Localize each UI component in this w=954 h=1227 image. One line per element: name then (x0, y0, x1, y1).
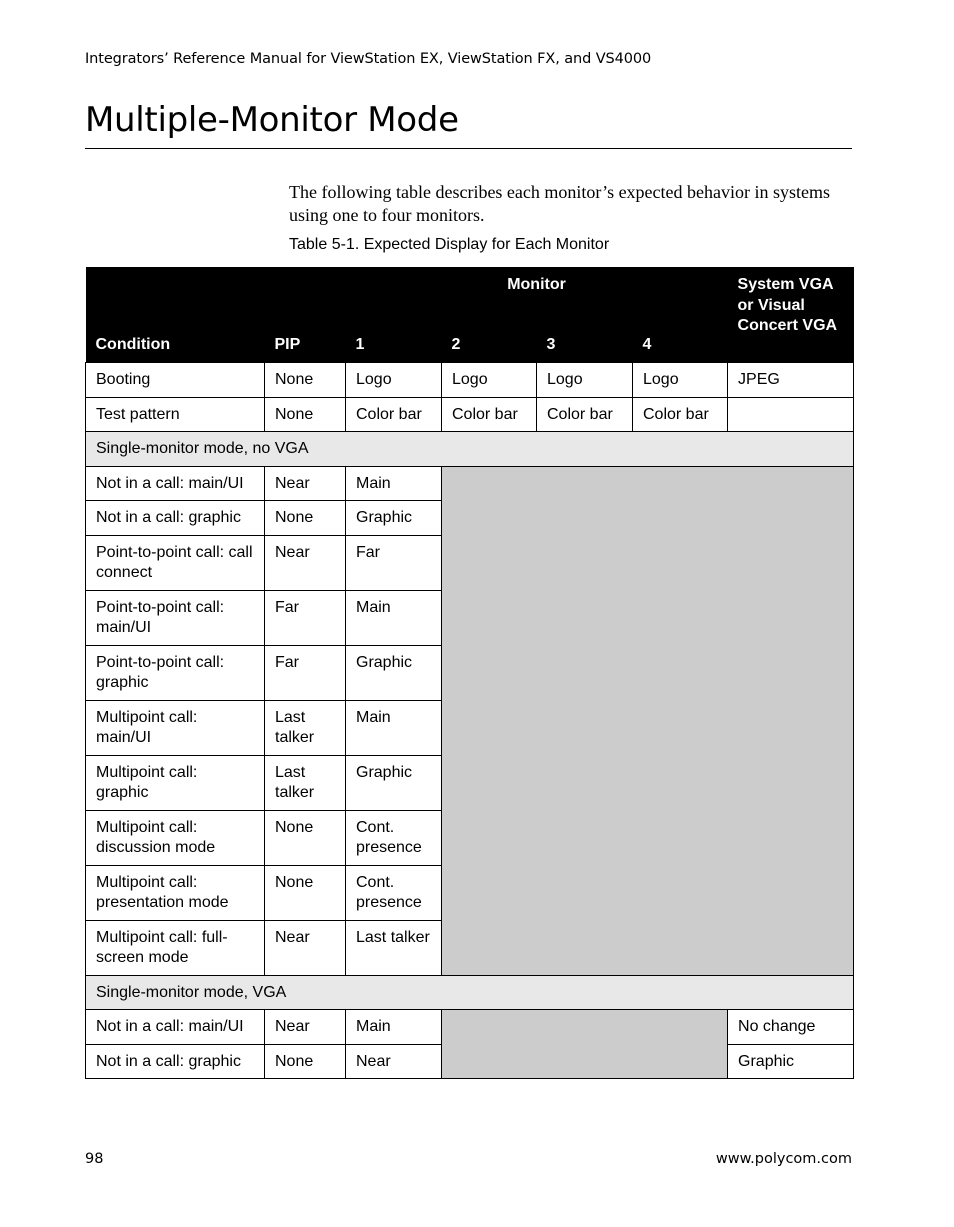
cell-monitor-1: Color bar (346, 397, 442, 432)
cell-pip: None (265, 397, 346, 432)
cell-monitor-1: Cont. presence (346, 810, 442, 865)
expected-display-table (85, 267, 854, 1079)
cell-vga: Graphic (728, 1044, 854, 1079)
header-vga: System VGA or Visual Concert VGA (728, 267, 854, 363)
header-monitor-4: 4 (633, 296, 728, 363)
cell-monitor-1: Near (346, 1044, 442, 1079)
cell-monitor-3: Logo (537, 363, 633, 398)
cell-pip: None (265, 501, 346, 536)
cell-pip: Far (265, 590, 346, 645)
cell-condition: Not in a call: graphic (86, 501, 265, 536)
cell-monitor-1: Cont. presence (346, 865, 442, 920)
intro-paragraph: The following table describes each monitor’s expected behavior in systems using one to four monitors. (289, 182, 831, 225)
table-row (86, 397, 854, 432)
table-row (86, 466, 854, 501)
running-header: Integrators’ Reference Manual for ViewStation EX, ViewStation FX, and VS4000 (85, 51, 652, 67)
cell-monitor-1: Main (346, 590, 442, 645)
section-row-no-vga (86, 432, 854, 467)
cell-vga: No change (728, 1010, 854, 1045)
cell-condition: Point-to-point call: call connect (86, 535, 265, 590)
cell-pip: Near (265, 1010, 346, 1045)
cell-monitor-4: Logo (633, 363, 728, 398)
cell-monitor-1: Graphic (346, 645, 442, 700)
cell-monitor-1: Graphic (346, 755, 442, 810)
cell-monitor-1: Logo (346, 363, 442, 398)
cell-monitor-1: Last talker (346, 920, 442, 975)
cell-pip: Near (265, 466, 346, 501)
cell-condition: Not in a call: graphic (86, 1044, 265, 1079)
cell-condition: Multipoint call: presentation mode (86, 865, 265, 920)
table-row (86, 1010, 854, 1045)
cell-monitor-2: Color bar (442, 397, 537, 432)
unused-cells-block (442, 1010, 728, 1079)
cell-monitor-1: Main (346, 1010, 442, 1045)
header-monitor-group: Monitor (346, 267, 728, 296)
section-label: Single-monitor mode, VGA (86, 975, 854, 1010)
cell-condition: Multipoint call: full-screen mode (86, 920, 265, 975)
cell-monitor-1: Main (346, 466, 442, 501)
header-condition: Condition (86, 267, 265, 363)
cell-pip: None (265, 810, 346, 865)
cell-monitor-1: Graphic (346, 501, 442, 536)
unused-cells-block (442, 466, 854, 975)
cell-pip: None (265, 363, 346, 398)
page-number: 98 (85, 1151, 104, 1167)
cell-pip: Far (265, 645, 346, 700)
table-row (86, 363, 854, 398)
title-rule (85, 148, 852, 149)
cell-vga: JPEG (728, 363, 854, 398)
header-monitor-2: 2 (442, 296, 537, 363)
cell-condition: Point-to-point call: graphic (86, 645, 265, 700)
header-monitor-1: 1 (346, 296, 442, 363)
website-url: www.polycom.com (715, 1151, 852, 1167)
cell-condition: Multipoint call: discussion mode (86, 810, 265, 865)
cell-condition: Not in a call: main/UI (86, 1010, 265, 1045)
cell-condition: Booting (86, 363, 265, 398)
cell-vga (728, 397, 854, 432)
cell-monitor-3: Color bar (537, 397, 633, 432)
cell-monitor-1: Far (346, 535, 442, 590)
cell-pip: Near (265, 535, 346, 590)
cell-condition: Point-to-point call: main/UI (86, 590, 265, 645)
table-header-row (86, 267, 854, 296)
header-pip: PIP (265, 267, 346, 363)
cell-pip: None (265, 865, 346, 920)
cell-monitor-2: Logo (442, 363, 537, 398)
cell-pip: None (265, 1044, 346, 1079)
cell-condition: Multipoint call: main/UI (86, 700, 265, 755)
cell-pip: Last talker (265, 755, 346, 810)
cell-monitor-1: Main (346, 700, 442, 755)
page-title: Multiple-Monitor Mode (85, 100, 459, 140)
cell-condition: Test pattern (86, 397, 265, 432)
cell-condition: Multipoint call: graphic (86, 755, 265, 810)
cell-condition: Not in a call: main/UI (86, 466, 265, 501)
table-caption: Table 5-1. Expected Display for Each Monitor (289, 236, 610, 253)
cell-pip: Last talker (265, 700, 346, 755)
cell-pip: Near (265, 920, 346, 975)
header-monitor-3: 3 (537, 296, 633, 363)
cell-monitor-4: Color bar (633, 397, 728, 432)
section-label: Single-monitor mode, no VGA (86, 432, 854, 467)
section-row-vga (86, 975, 854, 1010)
